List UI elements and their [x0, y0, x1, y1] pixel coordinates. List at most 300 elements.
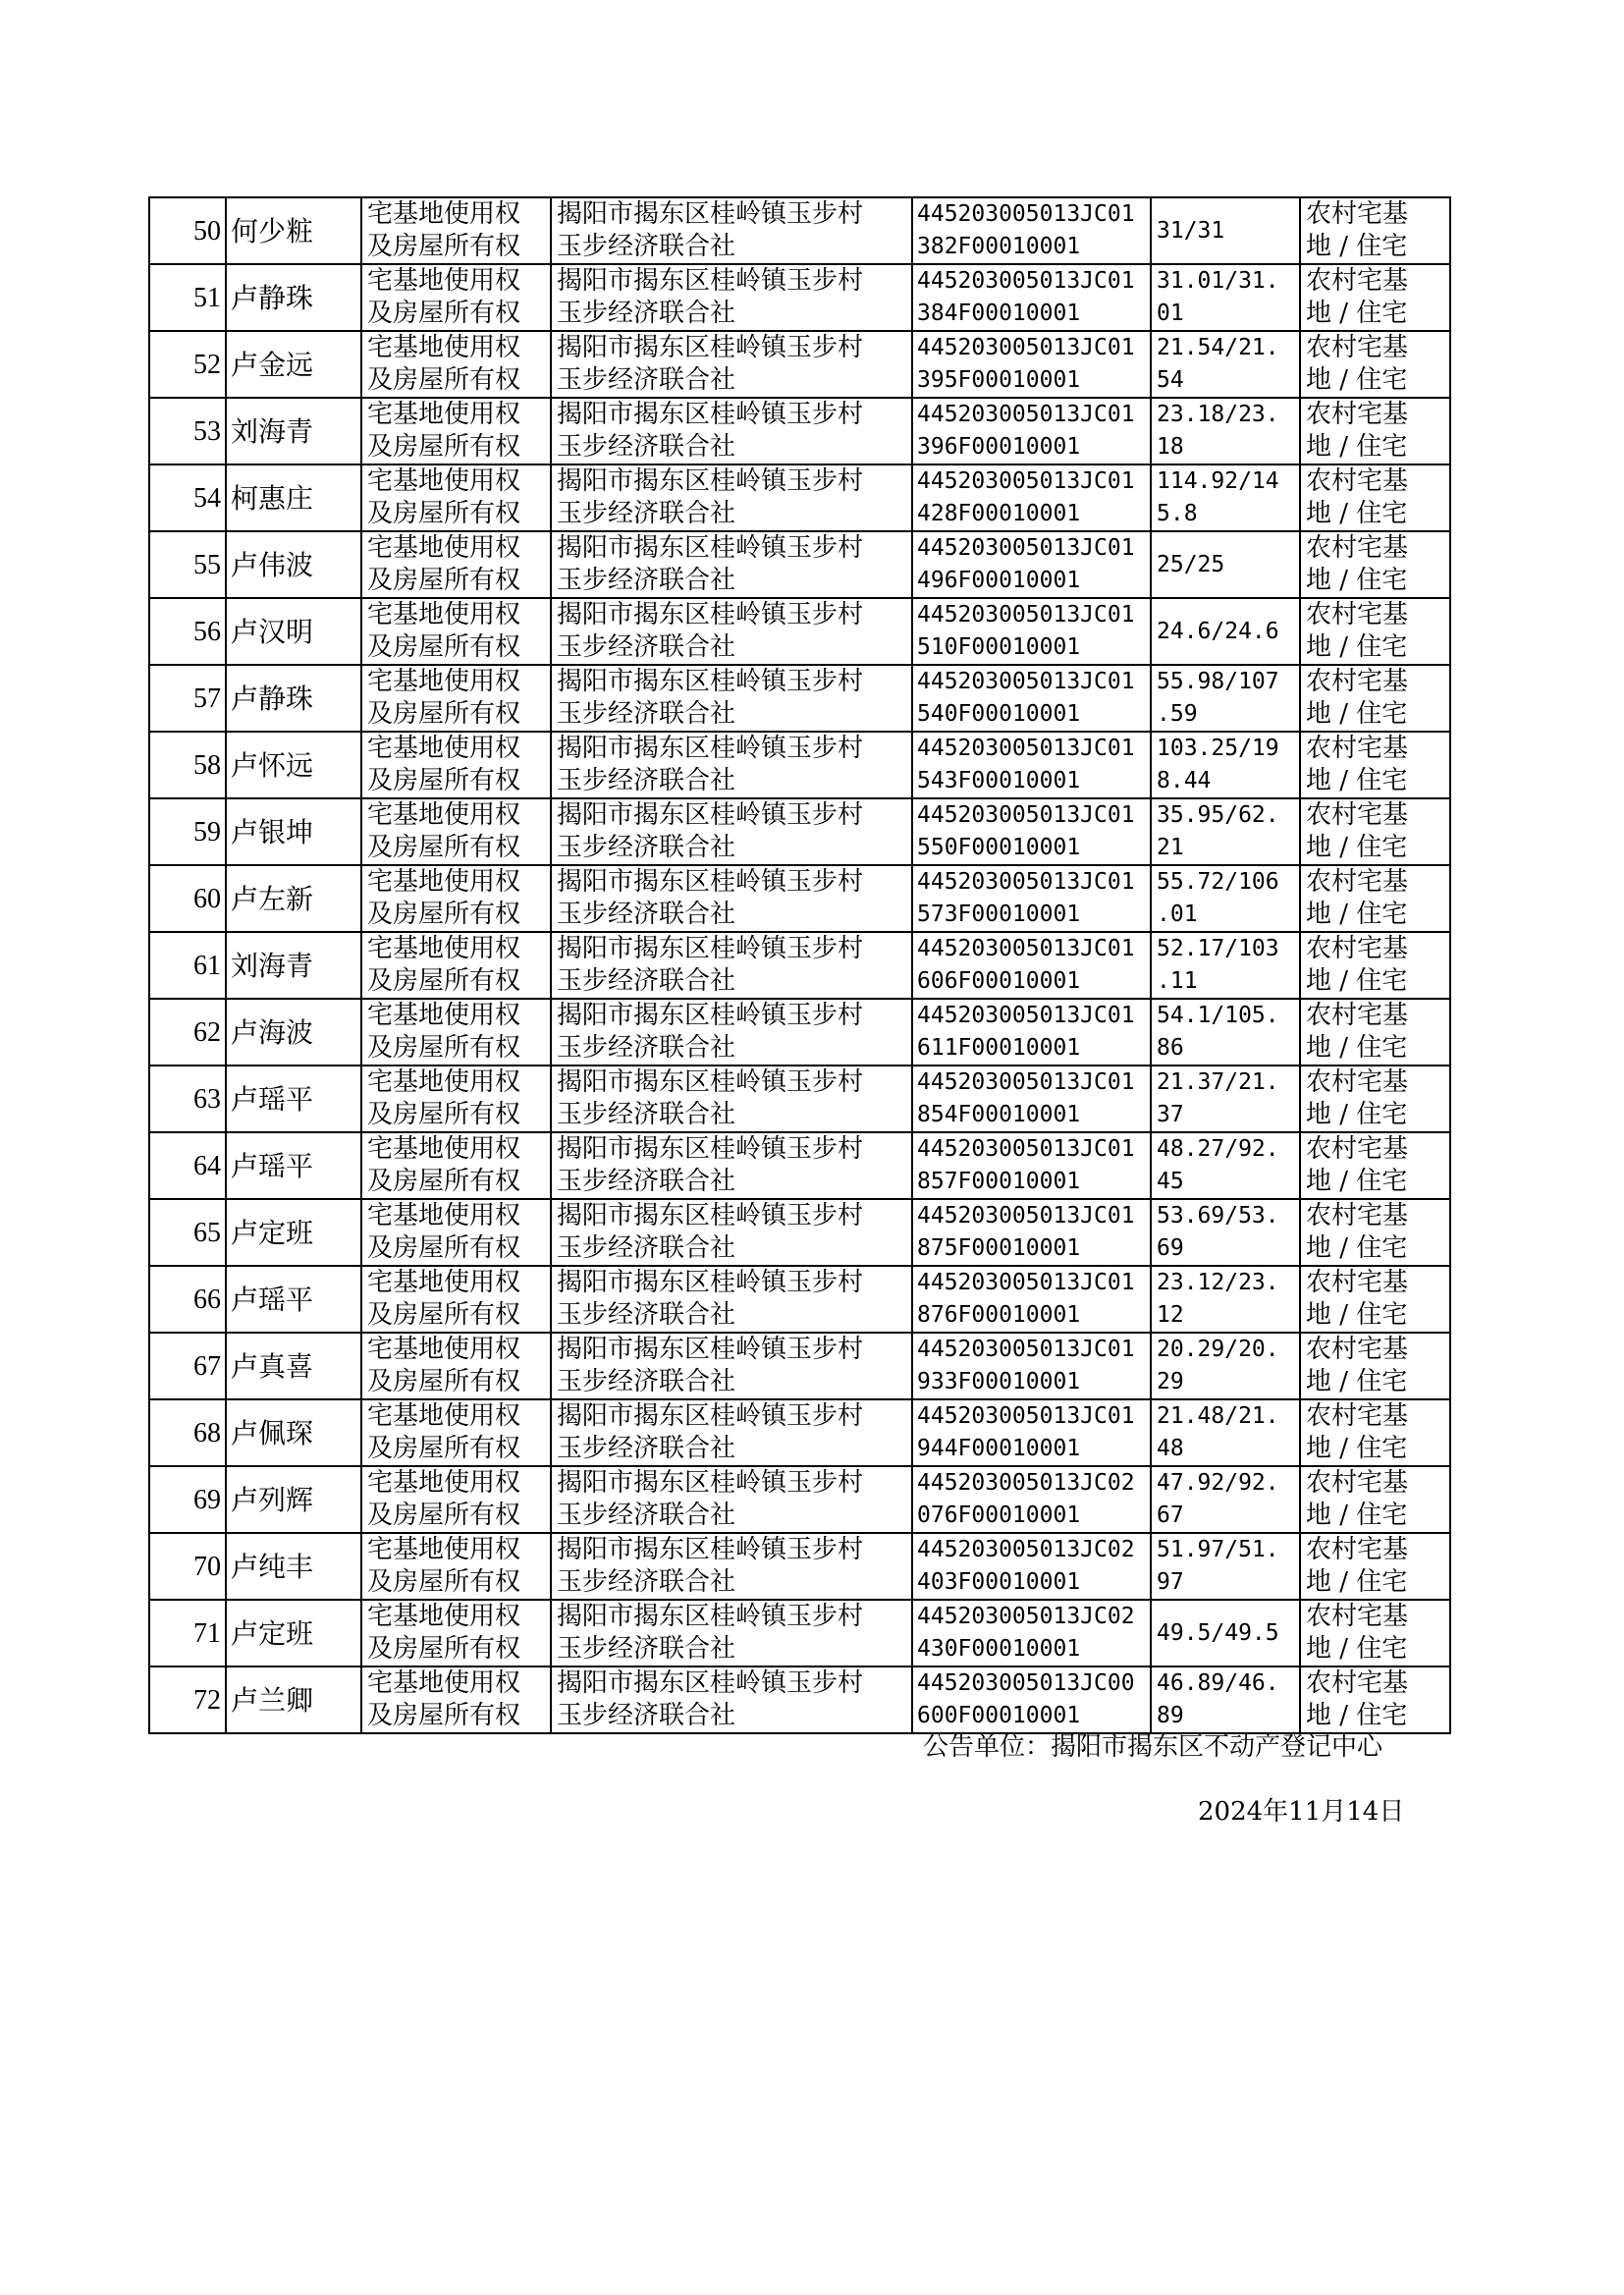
row-right-type: 宅基地使用权 及房屋所有权 — [367, 734, 521, 795]
row-area: 52.17/103 .11 — [1157, 936, 1279, 994]
row-name-cell — [226, 1066, 361, 1132]
row-unit-number-cell — [912, 1533, 1151, 1600]
row-name: 卢静珠 — [231, 281, 314, 314]
row-name-cell — [226, 1333, 361, 1399]
row-address-cell — [551, 1533, 912, 1600]
row-address-cell — [551, 1199, 912, 1266]
row-right-type-cell — [361, 1667, 551, 1733]
row-address: 揭阳市揭东区桂岭镇玉步村 玉步经济联合社 — [557, 800, 864, 862]
row-area-cell — [1151, 732, 1300, 798]
row-seq-cell — [149, 531, 226, 598]
row-address: 揭阳市揭东区桂岭镇玉步村 玉步经济联合社 — [557, 1535, 864, 1597]
row-name: 刘海青 — [231, 414, 314, 448]
table-row — [149, 531, 1450, 598]
row-seq: 52 — [193, 349, 221, 380]
row-usage: 农村宅基 地 / 住宅 — [1306, 1602, 1409, 1664]
row-address: 揭阳市揭东区桂岭镇玉步村 玉步经济联合社 — [557, 1668, 864, 1730]
row-usage: 农村宅基 地 / 住宅 — [1306, 934, 1409, 996]
row-area: 53.69/53. 69 — [1157, 1203, 1279, 1261]
row-usage: 农村宅基 地 / 住宅 — [1306, 533, 1409, 595]
row-area-cell — [1151, 1399, 1300, 1466]
row-right-type: 宅基地使用权 及房屋所有权 — [367, 1067, 521, 1129]
row-unit-number: 445203005013JC01 496F00010001 — [917, 535, 1135, 593]
row-address-cell — [551, 865, 912, 932]
row-right-type: 宅基地使用权 及房屋所有权 — [367, 1668, 521, 1730]
row-right-type-cell — [361, 1399, 551, 1466]
row-unit-number-cell — [912, 264, 1151, 331]
row-name: 卢佩琛 — [231, 1416, 314, 1449]
row-seq: 61 — [193, 950, 221, 981]
row-right-type: 宅基地使用权 及房屋所有权 — [367, 466, 521, 528]
row-right-type-cell — [361, 798, 551, 865]
row-seq-cell — [149, 865, 226, 932]
row-unit-number: 445203005013JC01 611F00010001 — [917, 1003, 1135, 1061]
row-usage-cell — [1300, 1399, 1450, 1466]
row-area-cell — [1151, 665, 1300, 732]
row-name-cell — [226, 464, 361, 531]
row-address: 揭阳市揭东区桂岭镇玉步村 玉步经济联合社 — [557, 1335, 864, 1396]
row-name: 卢瑶平 — [231, 1283, 314, 1316]
row-right-type: 宅基地使用权 及房屋所有权 — [367, 800, 521, 862]
row-address: 揭阳市揭东区桂岭镇玉步村 玉步经济联合社 — [557, 533, 864, 595]
row-seq: 62 — [193, 1016, 221, 1048]
row-area: 21.54/21. 54 — [1157, 335, 1279, 393]
row-area-cell — [1151, 1066, 1300, 1132]
table-row — [149, 464, 1450, 531]
row-usage-cell — [1300, 798, 1450, 865]
table-row — [149, 1399, 1450, 1466]
table-row — [149, 932, 1450, 999]
row-area: 46.89/46. 89 — [1157, 1670, 1279, 1728]
table-row — [149, 1466, 1450, 1533]
row-usage-cell — [1300, 665, 1450, 732]
row-seq-cell — [149, 1667, 226, 1733]
row-right-type: 宅基地使用权 及房屋所有权 — [367, 1201, 521, 1263]
row-address-cell — [551, 331, 912, 398]
row-name-cell — [226, 932, 361, 999]
row-address: 揭阳市揭东区桂岭镇玉步村 玉步经济联合社 — [557, 1067, 864, 1129]
row-seq: 65 — [193, 1217, 221, 1248]
table-row — [149, 865, 1450, 932]
row-name: 卢海波 — [231, 1015, 314, 1049]
row-unit-number-cell — [912, 331, 1151, 398]
row-address-cell — [551, 732, 912, 798]
row-right-type-cell — [361, 1533, 551, 1600]
row-unit-number: 445203005013JC01 428F00010001 — [917, 468, 1135, 526]
row-name: 卢定班 — [231, 1616, 314, 1650]
row-usage-cell — [1300, 464, 1450, 531]
row-name: 卢左新 — [231, 882, 314, 915]
row-usage-cell — [1300, 598, 1450, 665]
row-name-cell — [226, 732, 361, 798]
row-name: 卢兰卿 — [231, 1683, 314, 1717]
row-right-type: 宅基地使用权 及房屋所有权 — [367, 1335, 521, 1396]
row-seq-cell — [149, 1333, 226, 1399]
row-address: 揭阳市揭东区桂岭镇玉步村 玉步经济联合社 — [557, 199, 864, 261]
row-address-cell — [551, 999, 912, 1066]
table-row — [149, 398, 1450, 464]
row-unit-number: 445203005013JC01 933F00010001 — [917, 1337, 1135, 1394]
row-area-cell — [1151, 865, 1300, 932]
row-seq-cell — [149, 1399, 226, 1466]
row-area-cell — [1151, 1199, 1300, 1266]
table-row — [149, 732, 1450, 798]
table-row — [149, 798, 1450, 865]
row-unit-number: 445203005013JC02 430F00010001 — [917, 1604, 1135, 1662]
row-usage: 农村宅基 地 / 住宅 — [1306, 1268, 1409, 1330]
row-right-type-cell — [361, 732, 551, 798]
row-seq: 67 — [193, 1350, 221, 1382]
row-right-type: 宅基地使用权 及房屋所有权 — [367, 1134, 521, 1196]
row-name-cell — [226, 531, 361, 598]
row-unit-number: 445203005013JC01 396F00010001 — [917, 402, 1135, 460]
row-unit-number: 445203005013JC01 382F00010001 — [917, 201, 1135, 259]
row-area: 49.5/49.5 — [1157, 1619, 1279, 1646]
row-address: 揭阳市揭东区桂岭镇玉步村 玉步经济联合社 — [557, 934, 864, 996]
row-address-cell — [551, 665, 912, 732]
row-area: 24.6/24.6 — [1157, 618, 1279, 644]
row-area-cell — [1151, 1132, 1300, 1199]
row-name: 柯惠庄 — [231, 481, 314, 515]
row-address-cell — [551, 598, 912, 665]
row-area: 55.98/107 .59 — [1157, 669, 1279, 727]
row-seq-cell — [149, 1466, 226, 1533]
row-seq-cell — [149, 331, 226, 398]
row-area-cell — [1151, 531, 1300, 598]
row-name-cell — [226, 598, 361, 665]
row-area: 47.92/92. 67 — [1157, 1470, 1279, 1528]
row-usage-cell — [1300, 732, 1450, 798]
row-unit-number: 445203005013JC01 543F00010001 — [917, 736, 1135, 793]
row-area: 103.25/19 8.44 — [1157, 736, 1279, 793]
row-area-cell — [1151, 798, 1300, 865]
row-address-cell — [551, 1667, 912, 1733]
row-seq-cell — [149, 197, 226, 264]
table-row — [149, 1600, 1450, 1667]
row-area-cell — [1151, 1333, 1300, 1399]
row-unit-number: 445203005013JC01 395F00010001 — [917, 335, 1135, 393]
row-address: 揭阳市揭东区桂岭镇玉步村 玉步经济联合社 — [557, 1001, 864, 1063]
row-unit-number-cell — [912, 932, 1151, 999]
row-usage-cell — [1300, 999, 1450, 1066]
row-address-cell — [551, 1333, 912, 1399]
row-usage-cell — [1300, 1333, 1450, 1399]
row-right-type: 宅基地使用权 及房屋所有权 — [367, 533, 521, 595]
registry-table — [148, 196, 1451, 1734]
row-area-cell — [1151, 1466, 1300, 1533]
row-seq: 56 — [193, 616, 221, 647]
row-right-type-cell — [361, 464, 551, 531]
row-usage-cell — [1300, 1600, 1450, 1667]
row-name-cell — [226, 1132, 361, 1199]
row-usage: 农村宅基 地 / 住宅 — [1306, 1201, 1409, 1263]
row-address: 揭阳市揭东区桂岭镇玉步村 玉步经济联合社 — [557, 667, 864, 729]
row-name: 卢怀远 — [231, 748, 314, 782]
row-right-type-cell — [361, 197, 551, 264]
row-address-cell — [551, 932, 912, 999]
row-unit-number-cell — [912, 1667, 1151, 1733]
row-right-type: 宅基地使用权 及房屋所有权 — [367, 199, 521, 261]
row-usage-cell — [1300, 1667, 1450, 1733]
row-unit-number: 445203005013JC02 076F00010001 — [917, 1470, 1135, 1528]
row-seq-cell — [149, 999, 226, 1066]
row-right-type-cell — [361, 1199, 551, 1266]
row-usage-cell — [1300, 932, 1450, 999]
row-right-type-cell — [361, 264, 551, 331]
row-address-cell — [551, 464, 912, 531]
notice-date: 2024年11月14日 — [1198, 1797, 1405, 1827]
row-usage-cell — [1300, 197, 1450, 264]
row-name: 卢瑶平 — [231, 1149, 314, 1182]
row-address-cell — [551, 1466, 912, 1533]
row-address: 揭阳市揭东区桂岭镇玉步村 玉步经济联合社 — [557, 600, 864, 662]
row-name: 卢伟波 — [231, 548, 314, 581]
row-unit-number: 445203005013JC01 550F00010001 — [917, 802, 1135, 860]
row-seq-cell — [149, 732, 226, 798]
row-area: 114.92/14 5.8 — [1157, 468, 1279, 526]
row-area-cell — [1151, 1600, 1300, 1667]
row-seq: 53 — [193, 415, 221, 447]
row-area-cell — [1151, 598, 1300, 665]
row-address-cell — [551, 264, 912, 331]
row-seq: 58 — [193, 749, 221, 781]
row-name-cell — [226, 1600, 361, 1667]
row-usage-cell — [1300, 331, 1450, 398]
row-name-cell — [226, 1667, 361, 1733]
table-row — [149, 665, 1450, 732]
row-right-type: 宅基地使用权 及房屋所有权 — [367, 400, 521, 462]
row-name-cell — [226, 331, 361, 398]
row-address: 揭阳市揭东区桂岭镇玉步村 玉步经济联合社 — [557, 1134, 864, 1196]
row-right-type-cell — [361, 398, 551, 464]
row-unit-number: 445203005013JC02 403F00010001 — [917, 1537, 1135, 1595]
row-seq-cell — [149, 1600, 226, 1667]
row-unit-number: 445203005013JC01 573F00010001 — [917, 869, 1135, 927]
row-name-cell — [226, 1466, 361, 1533]
row-usage: 农村宅基 地 / 住宅 — [1306, 1468, 1409, 1530]
row-seq: 72 — [193, 1684, 221, 1716]
row-area: 48.27/92. 45 — [1157, 1136, 1279, 1194]
row-address-cell — [551, 1066, 912, 1132]
row-seq: 71 — [193, 1617, 221, 1649]
row-right-type-cell — [361, 598, 551, 665]
row-name-cell — [226, 1266, 361, 1333]
row-right-type: 宅基地使用权 及房屋所有权 — [367, 266, 521, 328]
row-seq: 59 — [193, 816, 221, 847]
row-seq: 63 — [193, 1083, 221, 1115]
row-name-cell — [226, 1199, 361, 1266]
row-name-cell — [226, 798, 361, 865]
row-seq: 70 — [193, 1551, 221, 1582]
row-name: 卢静珠 — [231, 682, 314, 715]
row-usage-cell — [1300, 865, 1450, 932]
row-right-type: 宅基地使用权 及房屋所有权 — [367, 867, 521, 929]
row-unit-number-cell — [912, 598, 1151, 665]
registry-table-body — [149, 197, 1450, 1733]
row-area-cell — [1151, 1533, 1300, 1600]
row-seq-cell — [149, 932, 226, 999]
row-address: 揭阳市揭东区桂岭镇玉步村 玉步经济联合社 — [557, 734, 864, 795]
row-address-cell — [551, 1399, 912, 1466]
row-area: 55.72/106 .01 — [1157, 869, 1279, 927]
row-usage: 农村宅基 地 / 住宅 — [1306, 400, 1409, 462]
row-address-cell — [551, 197, 912, 264]
row-address: 揭阳市揭东区桂岭镇玉步村 玉步经济联合社 — [557, 1401, 864, 1463]
table-row — [149, 598, 1450, 665]
row-area-cell — [1151, 464, 1300, 531]
row-unit-number-cell — [912, 732, 1151, 798]
row-area: 20.29/20. 29 — [1157, 1337, 1279, 1394]
row-area: 23.12/23. 12 — [1157, 1270, 1279, 1328]
row-name: 何少粧 — [231, 214, 314, 247]
row-right-type: 宅基地使用权 及房屋所有权 — [367, 600, 521, 662]
row-address: 揭阳市揭东区桂岭镇玉步村 玉步经济联合社 — [557, 1468, 864, 1530]
row-name-cell — [226, 398, 361, 464]
table-row — [149, 1266, 1450, 1333]
row-seq-cell — [149, 598, 226, 665]
row-address: 揭阳市揭东区桂岭镇玉步村 玉步经济联合社 — [557, 400, 864, 462]
row-seq-cell — [149, 798, 226, 865]
row-right-type-cell — [361, 865, 551, 932]
row-area: 23.18/23. 18 — [1157, 402, 1279, 460]
row-unit-number-cell — [912, 1132, 1151, 1199]
row-unit-number-cell — [912, 1066, 1151, 1132]
row-right-type-cell — [361, 1066, 551, 1132]
row-address: 揭阳市揭东区桂岭镇玉步村 玉步经济联合社 — [557, 1602, 864, 1664]
row-right-type-cell — [361, 999, 551, 1066]
row-address-cell — [551, 1132, 912, 1199]
row-unit-number-cell — [912, 798, 1151, 865]
row-seq-cell — [149, 1266, 226, 1333]
row-name-cell — [226, 665, 361, 732]
row-usage-cell — [1300, 398, 1450, 464]
row-usage-cell — [1300, 1199, 1450, 1266]
table-row — [149, 331, 1450, 398]
row-usage-cell — [1300, 1132, 1450, 1199]
row-right-type-cell — [361, 932, 551, 999]
row-seq-cell — [149, 398, 226, 464]
row-unit-number: 445203005013JC00 600F00010001 — [917, 1670, 1135, 1728]
row-area: 25/25 — [1157, 551, 1225, 577]
row-name-cell — [226, 865, 361, 932]
row-unit-number-cell — [912, 1399, 1151, 1466]
row-area: 51.97/51. 97 — [1157, 1537, 1279, 1595]
row-name: 刘海青 — [231, 949, 314, 982]
row-unit-number-cell — [912, 999, 1151, 1066]
row-name-cell — [226, 1533, 361, 1600]
row-name-cell — [226, 1399, 361, 1466]
table-row — [149, 999, 1450, 1066]
row-name: 卢定班 — [231, 1216, 314, 1249]
row-seq: 68 — [193, 1417, 221, 1448]
row-seq-cell — [149, 264, 226, 331]
row-usage: 农村宅基 地 / 住宅 — [1306, 333, 1409, 395]
row-seq: 60 — [193, 883, 221, 914]
row-seq-cell — [149, 1132, 226, 1199]
row-seq: 69 — [193, 1484, 221, 1515]
row-right-type-cell — [361, 665, 551, 732]
row-area-cell — [1151, 331, 1300, 398]
row-unit-number-cell — [912, 865, 1151, 932]
row-area-cell — [1151, 999, 1300, 1066]
row-usage: 农村宅基 地 / 住宅 — [1306, 466, 1409, 528]
row-right-type-cell — [361, 1132, 551, 1199]
row-area-cell — [1151, 932, 1300, 999]
row-area: 54.1/105. 86 — [1157, 1003, 1279, 1061]
row-unit-number-cell — [912, 1600, 1151, 1667]
row-unit-number-cell — [912, 531, 1151, 598]
row-seq-cell — [149, 1199, 226, 1266]
table-row — [149, 264, 1450, 331]
row-unit-number: 445203005013JC01 854F00010001 — [917, 1069, 1135, 1127]
row-usage: 农村宅基 地 / 住宅 — [1306, 1335, 1409, 1396]
row-usage: 农村宅基 地 / 住宅 — [1306, 667, 1409, 729]
row-usage: 农村宅基 地 / 住宅 — [1306, 199, 1409, 261]
row-address: 揭阳市揭东区桂岭镇玉步村 玉步经济联合社 — [557, 1268, 864, 1330]
row-name: 卢金远 — [231, 348, 314, 381]
row-right-type-cell — [361, 1600, 551, 1667]
row-usage: 农村宅基 地 / 住宅 — [1306, 867, 1409, 929]
row-address: 揭阳市揭东区桂岭镇玉步村 玉步经济联合社 — [557, 1201, 864, 1263]
row-address-cell — [551, 531, 912, 598]
row-name: 卢汉明 — [231, 615, 314, 648]
row-name-cell — [226, 264, 361, 331]
table-row — [149, 197, 1450, 264]
row-name-cell — [226, 197, 361, 264]
row-seq-cell — [149, 1066, 226, 1132]
row-usage: 农村宅基 地 / 住宅 — [1306, 1401, 1409, 1463]
row-unit-number: 445203005013JC01 944F00010001 — [917, 1403, 1135, 1461]
row-usage: 农村宅基 地 / 住宅 — [1306, 734, 1409, 795]
row-usage-cell — [1300, 531, 1450, 598]
row-unit-number-cell — [912, 464, 1151, 531]
row-address-cell — [551, 398, 912, 464]
row-unit-number: 445203005013JC01 876F00010001 — [917, 1270, 1135, 1328]
row-area-cell — [1151, 1266, 1300, 1333]
row-seq: 55 — [193, 549, 221, 580]
table-row — [149, 1132, 1450, 1199]
row-unit-number: 445203005013JC01 606F00010001 — [917, 936, 1135, 994]
row-unit-number: 445203005013JC01 540F00010001 — [917, 669, 1135, 727]
row-right-type-cell — [361, 1266, 551, 1333]
row-usage-cell — [1300, 1266, 1450, 1333]
row-address-cell — [551, 1600, 912, 1667]
row-address-cell — [551, 798, 912, 865]
row-right-type: 宅基地使用权 及房屋所有权 — [367, 333, 521, 395]
row-seq: 66 — [193, 1284, 221, 1315]
notice-unit: 公告单位：揭阳市揭东区不动产登记中心 — [923, 1732, 1383, 1762]
row-area: 31/31 — [1157, 217, 1225, 244]
row-unit-number-cell — [912, 1266, 1151, 1333]
row-area: 21.37/21. 37 — [1157, 1069, 1279, 1127]
row-area: 35.95/62. 21 — [1157, 802, 1279, 860]
row-right-type: 宅基地使用权 及房屋所有权 — [367, 667, 521, 729]
row-area-cell — [1151, 197, 1300, 264]
row-right-type-cell — [361, 331, 551, 398]
row-right-type-cell — [361, 1466, 551, 1533]
row-area: 31.01/31. 01 — [1157, 268, 1279, 326]
row-right-type-cell — [361, 1333, 551, 1399]
row-usage: 农村宅基 地 / 住宅 — [1306, 600, 1409, 662]
row-seq-cell — [149, 464, 226, 531]
table-row — [149, 1333, 1450, 1399]
row-name: 卢纯丰 — [231, 1550, 314, 1583]
row-seq: 64 — [193, 1150, 221, 1181]
row-right-type: 宅基地使用权 及房屋所有权 — [367, 1401, 521, 1463]
row-name: 卢真喜 — [231, 1349, 314, 1383]
row-name: 卢银坤 — [231, 815, 314, 848]
row-seq: 51 — [193, 282, 221, 313]
